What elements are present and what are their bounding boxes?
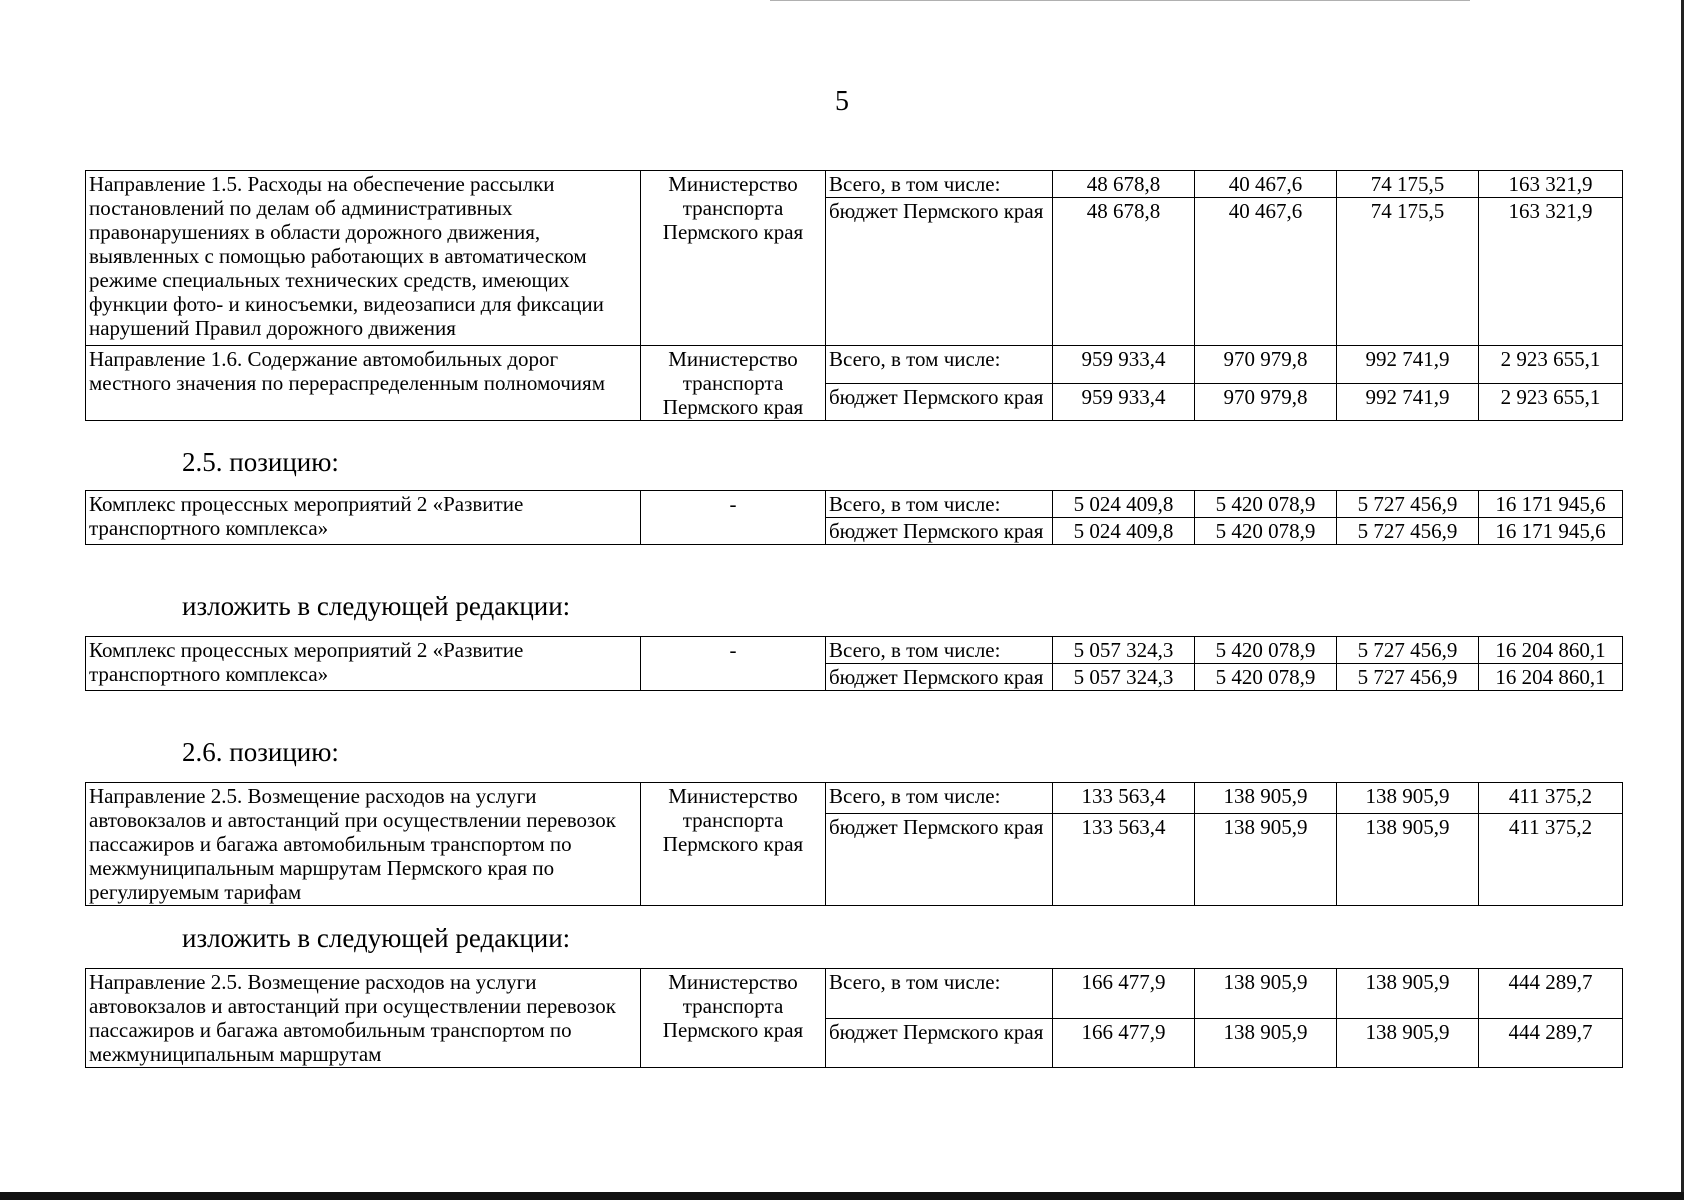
value-cell: 959 933,4	[1053, 346, 1195, 384]
value-cell: 163 321,9	[1479, 198, 1623, 346]
source-label: бюджет Пермского края	[826, 383, 1053, 421]
source-label: бюджет Пермского края	[826, 664, 1053, 691]
value-cell: 16 204 860,1	[1479, 664, 1623, 691]
value-cell: 5 024 409,8	[1053, 491, 1195, 518]
value-cell: 40 467,6	[1195, 198, 1337, 346]
value-cell: 138 905,9	[1337, 1018, 1479, 1068]
row-responsible: Министерство транспорта Пермского края	[641, 171, 826, 346]
row-description: Комплекс процессных мероприятий 2 «Развитие транспортного комплекса»	[86, 637, 641, 691]
row-description: Направление 1.5. Расходы на обеспечение рассылки постановлений по делам об административных правонарушениях в области дорожного движения, выявленных с помощью работающих в автоматическом режиме специальных технических средств, имеющих функции фото- и киносъемки, видеозаписи для фиксации нарушений Правил дорожного движения	[86, 171, 641, 346]
value-cell: 5 727 456,9	[1337, 518, 1479, 545]
value-cell: 5 727 456,9	[1337, 491, 1479, 518]
total-label: Всего, в том числе:	[826, 491, 1053, 518]
finance-table-3	[85, 636, 1623, 691]
value-cell: 133 563,4	[1053, 783, 1195, 814]
total-label: Всего, в том числе:	[826, 171, 1053, 198]
value-cell: 40 467,6	[1195, 171, 1337, 198]
value-cell: 16 204 860,1	[1479, 637, 1623, 664]
value-cell: 48 678,8	[1053, 198, 1195, 346]
value-cell: 74 175,5	[1337, 198, 1479, 346]
total-label: Всего, в том числе:	[826, 346, 1053, 384]
finance-table-5	[85, 968, 1623, 1068]
table-row	[86, 171, 1623, 198]
row-responsible: -	[641, 491, 826, 545]
value-cell: 16 171 945,6	[1479, 491, 1623, 518]
value-cell: 5 420 078,9	[1195, 518, 1337, 545]
row-responsible: Министерство транспорта Пермского края	[641, 346, 826, 421]
value-cell: 444 289,7	[1479, 1018, 1623, 1068]
value-cell: 138 905,9	[1195, 814, 1337, 906]
caption-position-2-6: 2.6. позицию:	[182, 737, 339, 767]
total-label: Всего, в том числе:	[826, 637, 1053, 664]
table-row	[86, 783, 1623, 814]
value-cell: 138 905,9	[1195, 969, 1337, 1019]
caption-new-edition-2: изложить в следующей редакции:	[182, 923, 571, 953]
value-cell: 138 905,9	[1337, 783, 1479, 814]
value-cell: 5 420 078,9	[1195, 491, 1337, 518]
value-cell: 970 979,8	[1195, 383, 1337, 421]
value-cell: 138 905,9	[1195, 783, 1337, 814]
table-row	[86, 491, 1623, 518]
value-cell: 166 477,9	[1053, 1018, 1195, 1068]
value-cell: 411 375,2	[1479, 783, 1623, 814]
total-label: Всего, в том числе:	[826, 783, 1053, 814]
row-description: Комплекс процессных мероприятий 2 «Развитие транспортного комплекса»	[86, 491, 641, 545]
page-number: 5	[835, 86, 849, 117]
value-cell: 133 563,4	[1053, 814, 1195, 906]
value-cell: 5 057 324,3	[1053, 637, 1195, 664]
value-cell: 5 420 078,9	[1195, 637, 1337, 664]
value-cell: 444 289,7	[1479, 969, 1623, 1019]
source-label: бюджет Пермского края	[826, 814, 1053, 906]
value-cell: 411 375,2	[1479, 814, 1623, 906]
caption-new-edition: изложить в следующей редакции:	[182, 591, 571, 621]
value-cell: 16 171 945,6	[1479, 518, 1623, 545]
table-row	[86, 969, 1623, 1019]
value-cell: 992 741,9	[1337, 346, 1479, 384]
total-label: Всего, в том числе:	[826, 969, 1053, 1019]
caption-position-2-5: 2.5. позицию:	[182, 447, 339, 477]
value-cell: 2 923 655,1	[1479, 383, 1623, 421]
value-cell: 5 727 456,9	[1337, 637, 1479, 664]
finance-table-4	[85, 782, 1623, 906]
scan-bottom-edge	[0, 1192, 1684, 1200]
value-cell: 5 420 078,9	[1195, 664, 1337, 691]
source-label: бюджет Пермского края	[826, 1018, 1053, 1068]
row-responsible: Министерство транспорта Пермского края	[641, 969, 826, 1068]
finance-table-2	[85, 490, 1623, 545]
scan-top-edge	[770, 0, 1470, 1]
table-row	[86, 346, 1623, 384]
finance-table-1	[85, 170, 1623, 421]
source-label: бюджет Пермского края	[826, 198, 1053, 346]
row-description: Направление 2.5. Возмещение расходов на услуги автовокзалов и автостанций при осуществлении перевозок пассажиров и багажа автомобильным транспортом по межмуниципальным маршрутам Пермского края по регулируемым тарифам	[86, 783, 641, 906]
value-cell: 74 175,5	[1337, 171, 1479, 198]
value-cell: 138 905,9	[1195, 1018, 1337, 1068]
value-cell: 5 727 456,9	[1337, 664, 1479, 691]
value-cell: 138 905,9	[1337, 814, 1479, 906]
value-cell: 970 979,8	[1195, 346, 1337, 384]
value-cell: 163 321,9	[1479, 171, 1623, 198]
value-cell: 959 933,4	[1053, 383, 1195, 421]
row-responsible: Министерство транспорта Пермского края	[641, 783, 826, 906]
value-cell: 992 741,9	[1337, 383, 1479, 421]
source-label: бюджет Пермского края	[826, 518, 1053, 545]
value-cell: 138 905,9	[1337, 969, 1479, 1019]
row-responsible: -	[641, 637, 826, 691]
row-description: Направление 2.5. Возмещение расходов на услуги автовокзалов и автостанций при осуществлении перевозок пассажиров и багажа автомобильным транспортом по межмуниципальным маршрутам	[86, 969, 641, 1068]
value-cell: 5 057 324,3	[1053, 664, 1195, 691]
value-cell: 166 477,9	[1053, 969, 1195, 1019]
value-cell: 48 678,8	[1053, 171, 1195, 198]
value-cell: 5 024 409,8	[1053, 518, 1195, 545]
value-cell: 2 923 655,1	[1479, 346, 1623, 384]
table-row	[86, 637, 1623, 664]
row-description: Направление 1.6. Содержание автомобильных дорог местного значения по перераспределенным полномочиям	[86, 346, 641, 421]
